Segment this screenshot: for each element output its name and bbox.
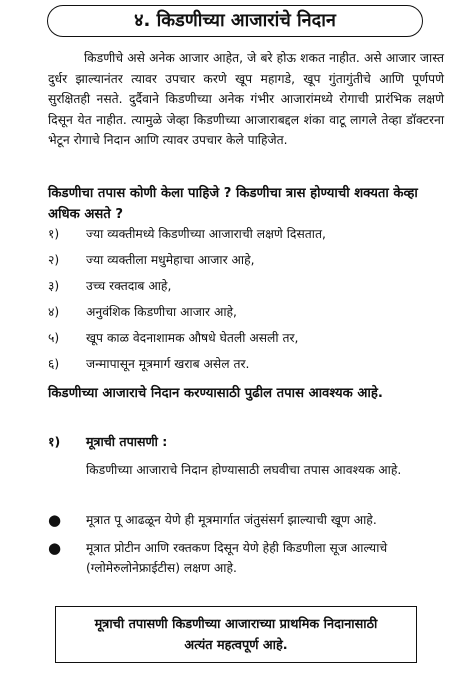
bullet-dot-icon: ●: [48, 511, 62, 529]
item-number: १): [48, 434, 61, 449]
item-text: उच्च रक्तदाब आहे,: [86, 279, 172, 293]
list-item: [48, 304, 448, 330]
list-item: [48, 356, 448, 382]
bullet-item: [48, 510, 448, 531]
item-text: ज्या व्यक्तीला मधुमेहाचा आजार आहे,: [86, 253, 255, 267]
bullet-text: मूत्रात पू आढळून येणे ही मूत्रमार्गात जंतुसंसर्ग झाल्याची खूण आहे.: [86, 513, 377, 527]
item-text: खूप काळ वेदनाशामक औषधे घेतली असली तर,: [86, 331, 299, 345]
bullet-item: [48, 538, 448, 579]
item-text: ज्या व्यक्तीमध्ये किडणीच्या आजाराची लक्षणे दिसतात,: [86, 227, 326, 241]
item-number: १): [48, 227, 60, 241]
item-text: जन्मापासून मूत्रमार्ग खराब असेल तर.: [86, 357, 250, 371]
item-number: २): [48, 253, 60, 267]
item-text: अनुवंशिक किडणीचा आजार आहे,: [86, 305, 237, 319]
tests-heading: किडणीच्या आजाराचे निदान करण्यासाठी पुढील तपास आवश्यक आहे.: [48, 386, 383, 401]
list-item: [48, 252, 448, 278]
urine-test-title: मूत्राची तपासणी :: [86, 434, 168, 449]
item-number: ३): [48, 279, 60, 293]
item-number: ५): [48, 331, 60, 345]
risk-factor-list: [48, 226, 448, 382]
item-number: ४): [48, 305, 60, 319]
intro-paragraph: किडणीचे असे अनेक आजार आहेत, जे बरे होऊ शकत नाहीत. असे आजार जास्त दुर्धर झाल्यानंतर त्यावर उपचार करणे खूप महागडे, खूप गुंतागुंतीचे आणि पूर्णपणे सुरक्षितही नसते. दुर्दैवाने किडणीच्या अनेक गंभीर आजारांमध्ये रोगाची प्रारंभिक लक्षणे दिसून येत नाहीत. त्यामुळे जेव्हा किडणीच्या आजाराबद्दल शंका वाटू लागले तेव्हा डॉक्टरना भेटून रोगाचे निदान आणि त्यावर उपचार केले पाहिजेत.: [48, 51, 444, 147]
item-number: ६): [48, 357, 60, 371]
bullet-text: मूत्रात प्रोटीन आणि रक्तकण दिसून येणे हेही किडणीला सूज आल्याचे (ग्लोमेरुलोनेफ्राईटीस) लक्षण आहे.: [86, 540, 388, 575]
question-heading: किडणीचा तपास कोणी केला पाहिजे ? किडणीचा त्रास होण्याची शक्यता केव्हा अधिक असते ?: [48, 186, 418, 222]
list-item: [48, 226, 448, 252]
list-item: [48, 278, 448, 304]
bullet-dot-icon: ●: [48, 538, 62, 557]
note-box: मूत्राची तपासणी किडणीच्या आजाराच्या प्राथमिक निदानासाठी अत्यंत महत्वपूर्ण आहे.: [55, 606, 417, 663]
list-item: [48, 330, 448, 356]
urine-test-paragraph: किडणीच्या आजाराचे निदान होण्यासाठी लघवीचा तपास आवश्यक आहे.: [86, 463, 402, 477]
chapter-title: ४. किडणीच्या आजारांचे निदान: [47, 5, 423, 37]
bullet-list: [48, 510, 448, 586]
urine-test-heading: [48, 433, 167, 450]
